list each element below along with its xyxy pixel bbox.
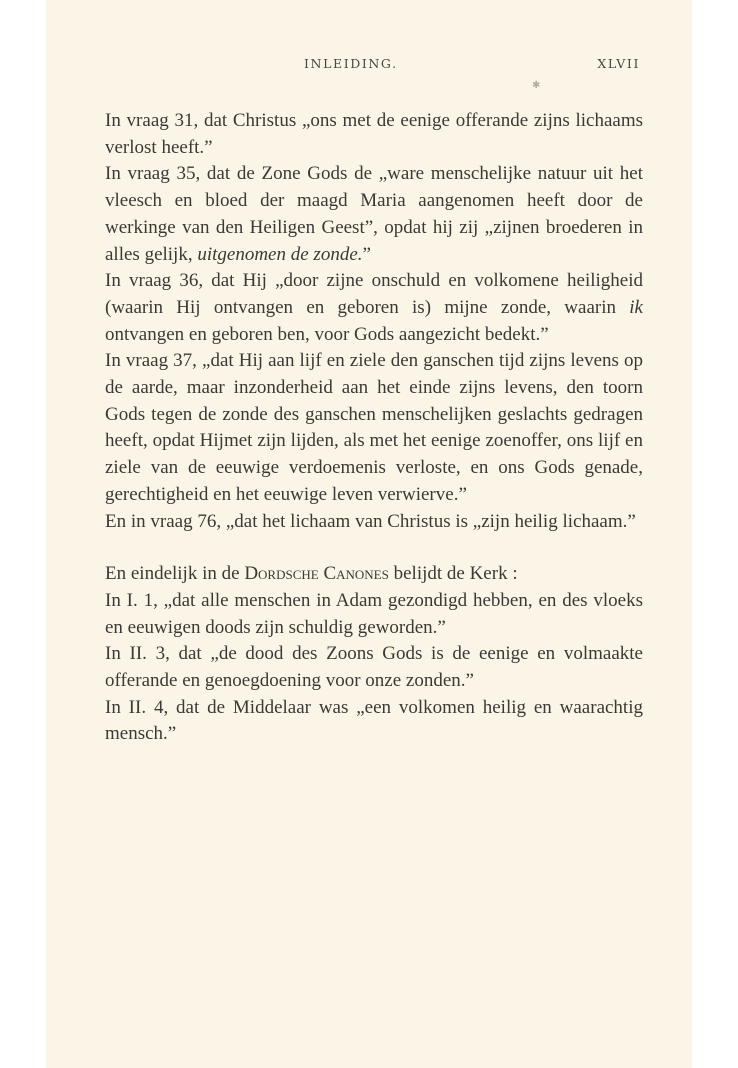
- paragraph-text: belijdt de Kerk :: [388, 563, 518, 585]
- ink-speck: ✱: [532, 80, 541, 91]
- closing-quote: ”: [362, 243, 371, 265]
- italic-phrase: uitgenomen de zonde.: [197, 243, 363, 265]
- paragraph-text: En eindelijk in de: [105, 563, 245, 585]
- small-caps-title: Dordsche Canones: [244, 563, 389, 585]
- page-number: XLVII: [597, 56, 640, 71]
- paragraph-canon-2-4: In II. 4, dat de Middelaar was „een volkomen heilig en waarachtig mensch.”: [105, 696, 643, 745]
- book-page: [46, 0, 692, 1068]
- paragraph-vraag-31: In vraag 31, dat Christus „ons met de eenige offerande zijns lichaams verlost heeft.”: [105, 110, 643, 158]
- paragraph-vraag-35: [83, 161, 643, 268]
- chapter-title: INLEIDING.: [304, 56, 398, 71]
- paragraph-canon-1-1: In I. 1, „dat alle menschen in Adam gezondigd hebben, en des vloeks en eeuwigen doods zijn schuldig geworden.”: [105, 589, 643, 638]
- paragraph-text: In vraag 36, dat Hij „door zijne onschuld en volkomene heiligheid (waarin Hij ontvangen en geboren is) mijne zonde, waarin: [105, 270, 643, 318]
- paragraph-vraag-37: In vraag 37, „dat Hij aan lijf en ziele den ganschen tijd zijns levens op de aarde, maar inzonderheid aan het einde zijns levens, den toorn Gods tegen de zonde des ganschen menschelijken geslachts gedragen heeft, opdat Hijmet zijn lijden, als met het eenige zoenoffer, ons lijf en ziele van de eeuwige verdoemenis verloste, en ons Gods genade, gerechtigheid en het eeuwige leven verwierve.”: [105, 350, 643, 505]
- paragraph-dordsche-canones: [83, 561, 643, 588]
- paragraph-vraag-36: [83, 268, 643, 348]
- paragraph-text: ontvangen en geboren ben, voor Gods aangezicht bedekt.”: [105, 323, 549, 345]
- paragraph-canon-2-3: In II. 3, dat „de dood des Zoons Gods is de eenige en volmaakte offerande en genoegdoening voor onze zonden.”: [105, 643, 643, 692]
- body-text: [83, 108, 643, 748]
- italic-word: ik: [629, 296, 643, 318]
- paragraph-text: In vraag 35, dat de Zone Gods de „ware menschelijke natuur uit het vleesch en bloed der maagd Maria aangenomen heeft door de werkinge van den Heiligen Geest”, opdat hij zij „zijnen broederen in alles gelijk,: [105, 163, 643, 265]
- running-header: [46, 56, 692, 76]
- section-gap: [83, 535, 643, 561]
- paragraph-vraag-76: En in vraag 76, „dat het lichaam van Christus is „zijn heilig lichaam.”: [105, 510, 636, 532]
